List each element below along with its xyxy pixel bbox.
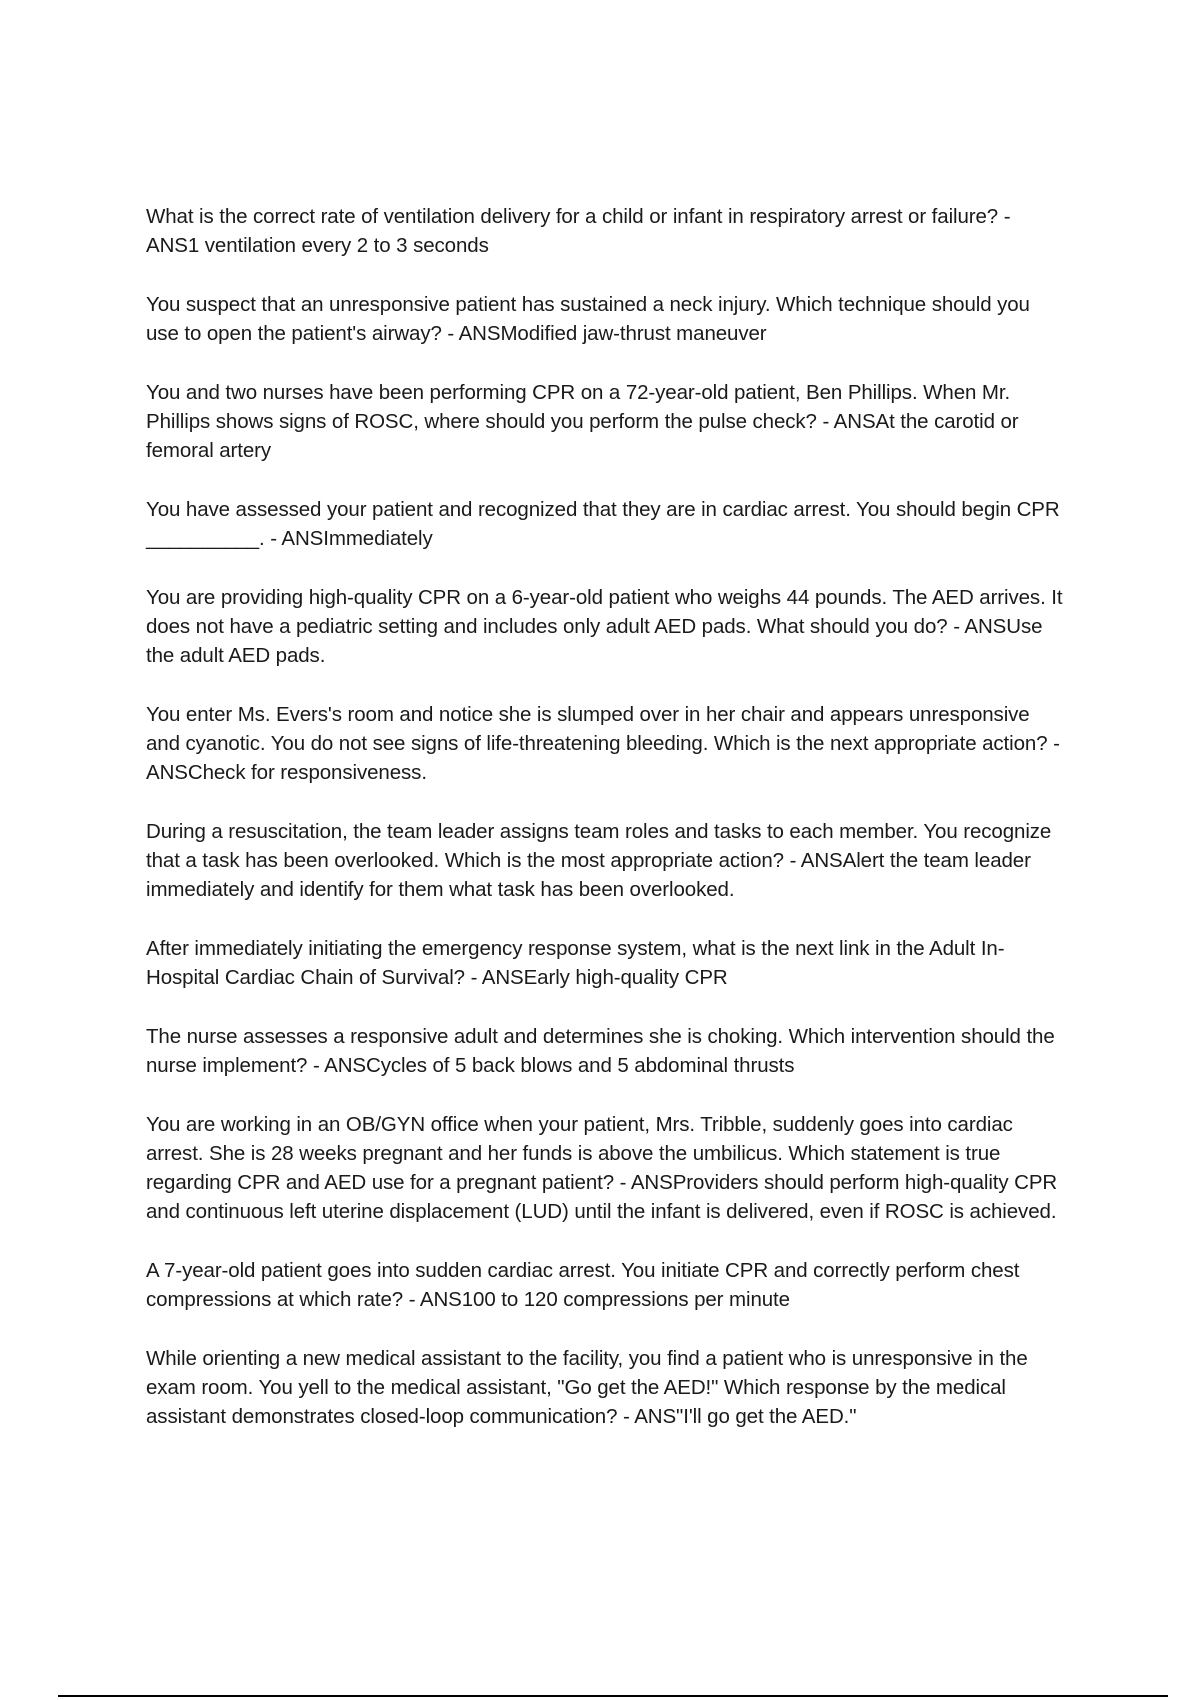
answer-text: 100 to 120 compressions per minute — [461, 1288, 790, 1311]
qa-item-6 — [146, 700, 1066, 787]
question-text: You enter Ms. Evers's room and notice she is slumped over in her chair and appears unresponsive and cyanotic. You do not see signs of life-threatening bleeding. Which is the next appropriate action? — [146, 703, 1048, 755]
answer-text: Alert the team leader immediately and identify for them what task has been overlooked. — [146, 849, 1037, 901]
answer-separator: - ANS — [614, 1171, 673, 1194]
qa-item-8 — [146, 934, 1066, 992]
answer-text: Check for responsiveness. — [187, 761, 427, 784]
qa-item-9 — [146, 1022, 1066, 1080]
answer-text: Early high-quality CPR — [523, 966, 728, 989]
qa-item-5 — [146, 583, 1069, 670]
qa-item-2 — [146, 290, 1066, 348]
qa-item-1 — [146, 202, 1066, 260]
answer-text: 1 ventilation every 2 to 3 seconds — [187, 234, 489, 257]
answer-text: Cycles of 5 back blows and 5 abdominal thrusts — [365, 1054, 795, 1077]
answer-separator: - ANS — [464, 966, 524, 989]
answer-text: Immediately — [323, 527, 433, 550]
qa-item-11 — [146, 1256, 1066, 1314]
page-bottom-rule — [58, 1695, 1168, 1697]
answer-text: Use the adult AED pads. — [146, 615, 1048, 667]
qa-item-12 — [146, 1344, 1066, 1431]
answer-separator: - ANS — [146, 205, 1015, 257]
document-page — [146, 202, 1069, 1461]
question-text: A 7-year-old patient goes into sudden cardiac arrest. You initiate CPR and correctly perform chest compressions at which rate? — [146, 1259, 1025, 1311]
question-text: After immediately initiating the emergency response system, what is the next link in the Adult In-Hospital Cardiac Chain of Survival? — [146, 937, 1005, 989]
question-text: You are working in an OB/GYN office when your patient, Mrs. Tribble, suddenly goes into cardiac arrest. She is 28 weeks pregnant and her funds is above the umbilicus. Which statement is true regarding CPR and AED use for a pregnant patient? — [146, 1113, 1019, 1194]
answer-text: Modified jaw-thrust maneuver — [500, 322, 767, 345]
answer-separator: - ANS — [146, 732, 1065, 784]
answer-separator: - ANS — [816, 410, 876, 433]
answer-text: At the carotid or femoral artery — [146, 410, 1025, 462]
question-text: You have assessed your patient and recognized that they are in cardiac arrest. You should begin CPR __________. — [146, 498, 1066, 550]
answer-separator: - ANS — [403, 1288, 462, 1311]
question-text: While orienting a new medical assistant to the facility, you find a patient who is unresponsive in the exam room. You yell to the medical assistant, "Go get the AED!" Which response by the medical assistant demonstrates closed-loop communication? — [146, 1347, 1034, 1428]
answer-separator: - ANS — [264, 527, 324, 550]
answer-separator: - ANS — [783, 849, 843, 872]
question-text: You are providing high-quality CPR on a 6-year-old patient who weighs 44 pounds. The AED arrives. It does not have a pediatric setting and includes only adult AED pads. What should you do? — [146, 586, 1069, 638]
question-text: The nurse assesses a responsive adult and determines she is choking. Which intervention should the nurse implement? — [146, 1025, 1061, 1077]
question-text: What is the correct rate of ventilation delivery for a child or infant in respiratory arrest or failure? — [146, 205, 999, 228]
qa-item-3 — [146, 378, 1066, 465]
qa-item-4 — [146, 495, 1066, 553]
question-text: You and two nurses have been performing CPR on a 72-year-old patient, Ben Phillips. When Mr. Phillips shows signs of ROSC, where should you perform the pulse check? — [146, 381, 1016, 433]
qa-item-10 — [146, 1110, 1066, 1226]
answer-separator: - ANS — [441, 322, 501, 345]
answer-text: Providers should perform high-quality CPR and continuous left uterine displacement (LUD) until the infant is delivered, even if ROSC is achieved. — [146, 1171, 1063, 1223]
answer-separator: - ANS — [617, 1405, 677, 1428]
answer-text: "I'll go get the AED." — [676, 1405, 857, 1428]
answer-separator: - ANS — [947, 615, 1007, 638]
qa-item-7 — [146, 817, 1066, 904]
answer-separator: - ANS — [307, 1054, 366, 1077]
question-text: During a resuscitation, the team leader assigns team roles and tasks to each member. You recognize that a task has been overlooked. Which is the most appropriate action? — [146, 820, 1057, 872]
question-text: You suspect that an unresponsive patient has sustained a neck injury. Which technique should you use to open the patient's airway? — [146, 293, 1036, 345]
